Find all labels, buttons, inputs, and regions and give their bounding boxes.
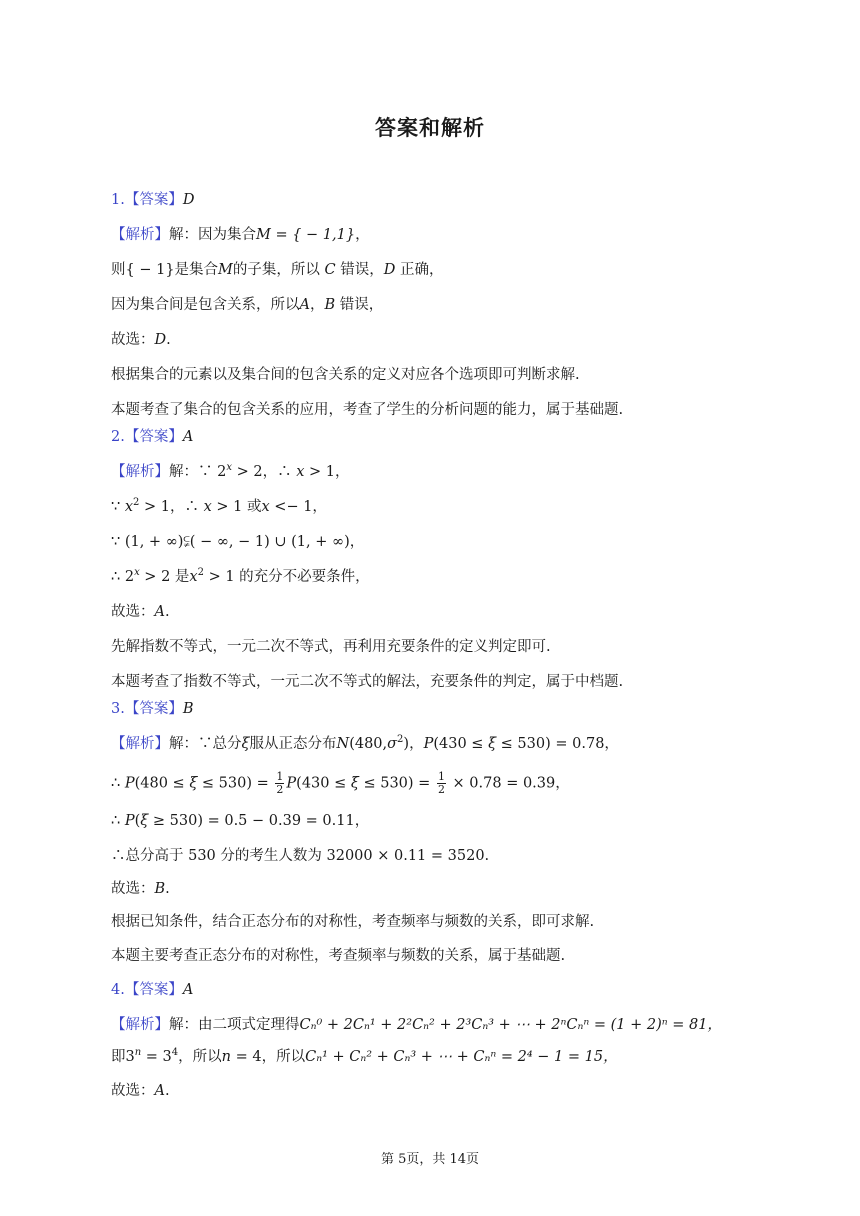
q1-answer-line xyxy=(111,190,751,210)
q3-math: σ xyxy=(387,736,398,752)
q2-analysis-line-4 xyxy=(111,567,751,587)
q3-math: P xyxy=(124,813,135,829)
q1-text: . xyxy=(166,332,171,348)
q4-analysis-label: 【解析】 xyxy=(111,1017,169,1033)
q3-text: ≤ 530) = 0.78， xyxy=(496,736,619,752)
q2-text: > 1，∴ xyxy=(139,499,204,515)
q2-math: x xyxy=(134,567,140,579)
fraction-numerator: 1 xyxy=(437,770,445,783)
q1-text: 的子集，所以 xyxy=(232,262,325,278)
q4-math: 4 xyxy=(171,1047,179,1059)
q3-text: (480 ≤ xyxy=(134,775,190,792)
q3-text: 故选： xyxy=(111,881,155,897)
q3-math: P xyxy=(286,775,297,792)
q2-analysis-line-2 xyxy=(111,497,751,517)
q1-analysis-line-6: 本题考查了集合的包含关系的应用，考查了学生的分析问题的能力，属于基础题. xyxy=(111,402,624,418)
q1-text: 解：因为集合 xyxy=(169,227,256,243)
q2-analysis-line-1 xyxy=(111,462,751,482)
q3-text: ∴ xyxy=(111,775,125,792)
q4-answer-line xyxy=(111,980,751,1000)
q3-analysis-line-6: 根据已知条件，结合正态分布的对称性，考查频率与频数的关系，即可求解. xyxy=(111,914,595,930)
q3-analysis-line-2 xyxy=(111,771,751,796)
q2-text: > 1 或 xyxy=(211,499,262,515)
q2-analysis-label: 【解析】 xyxy=(111,464,169,480)
q4-text: = 3 xyxy=(141,1049,172,1065)
q2-text: ∵ xyxy=(111,499,125,515)
q3-text: × 0.78 = 0.39， xyxy=(447,775,570,792)
q1-analysis-label: 【解析】 xyxy=(111,227,169,243)
q2-text: > 2 是 xyxy=(139,569,190,585)
q2-math: 2 xyxy=(197,567,204,579)
q2-answer: A xyxy=(182,429,194,445)
q1-analysis-line-5: 根据集合的元素以及集合间的包含关系的定义对应各个选项即可判断求解. xyxy=(111,367,580,383)
q2-answer-label: 【答案】 xyxy=(124,429,183,445)
q4-text: = 4，所以 xyxy=(231,1049,306,1065)
q3-text: ≤ 530) = xyxy=(197,775,274,792)
q1-math: D xyxy=(383,262,396,278)
q2-math: 2 xyxy=(133,497,140,509)
q3-text: ( xyxy=(134,813,141,829)
fraction-denominator: 2 xyxy=(437,783,445,796)
q1-analysis-line-4 xyxy=(111,330,751,350)
q4-text: 故选： xyxy=(111,1083,155,1099)
q1-text: 正确， xyxy=(395,262,444,278)
q1-answer: D xyxy=(182,192,195,208)
q3-math: ξ xyxy=(488,736,497,752)
q3-math: B xyxy=(154,881,166,897)
q1-math: M xyxy=(218,262,233,278)
q2-math: x xyxy=(203,499,212,515)
q2-math: A xyxy=(154,604,165,620)
q3-text: ≥ 530) = 0.5 − 0.39 = 0.11， xyxy=(148,813,370,829)
q3-number: 3. xyxy=(111,701,125,717)
q4-text: 即3 xyxy=(111,1049,135,1065)
q4-analysis-line-2 xyxy=(111,1047,751,1067)
q2-math: x xyxy=(226,462,232,474)
q2-analysis-line-6: 先解指数不等式，一元二次不等式，再利用充要条件的定义判定即可. xyxy=(111,639,551,655)
q3-text: 解：∵总分 xyxy=(169,736,242,752)
q3-fraction xyxy=(275,771,284,796)
q4-math: n xyxy=(134,1047,142,1059)
q3-analysis-line-4: ∴总分高于 530 分的考生人数为 32000 × 0.11 = 3520. xyxy=(111,848,490,864)
q2-text: > 1 的充分不必要条件， xyxy=(203,569,370,585)
q3-text: . xyxy=(165,881,170,897)
q3-analysis-label: 【解析】 xyxy=(111,736,169,752)
q4-math: C xyxy=(299,1017,311,1033)
q3-answer: B xyxy=(182,701,194,717)
q1-text: 故选： xyxy=(111,332,155,348)
q4-math: Cₙ¹ + Cₙ² + Cₙ³ + ⋯ + Cₙⁿ = 2⁴ − 1 = 15， xyxy=(305,1049,618,1065)
q3-text: ≤ 530) = xyxy=(358,775,435,792)
q3-math: ξ xyxy=(241,736,250,752)
q4-analysis-line-3 xyxy=(111,1081,751,1101)
q1-math: M = { − 1,1} xyxy=(256,227,356,243)
q1-text: 则{ − 1}是集合 xyxy=(111,262,219,278)
q1-math: C xyxy=(324,262,336,278)
q1-text: ， xyxy=(355,227,370,243)
q4-number: 4. xyxy=(111,982,125,998)
q2-text: . xyxy=(164,604,170,620)
q1-math: D xyxy=(154,332,167,348)
q4-answer-label: 【答案】 xyxy=(124,982,183,998)
q2-analysis-line-3: ∵ (1, + ∞)⫋( − ∞, − 1) ∪ (1, + ∞)， xyxy=(111,534,365,550)
q4-math: ₙ⁰ + 2Cₙ¹ + 2²Cₙ² + 2³Cₙ³ + ⋯ + 2ⁿCₙⁿ = (1 + 2)ⁿ = 81， xyxy=(310,1017,722,1033)
q3-math: 2 xyxy=(397,734,404,746)
q2-math: x xyxy=(296,464,305,480)
q1-analysis-line-3 xyxy=(111,295,751,315)
q3-text: (430 ≤ xyxy=(433,736,489,752)
q2-math: x xyxy=(261,499,270,515)
q4-text: ，所以 xyxy=(178,1049,222,1065)
q3-text: 服从正态分布 xyxy=(249,736,337,752)
q2-text: ∴ 2 xyxy=(111,569,135,585)
page-footer: 第 5页，共 14页 xyxy=(380,1152,480,1167)
q4-text: . xyxy=(164,1083,170,1099)
q2-text: 解：∵ 2 xyxy=(169,464,227,480)
q1-math: B xyxy=(324,297,336,313)
q3-math: ξ xyxy=(350,775,359,792)
q4-answer: A xyxy=(182,982,194,998)
q3-analysis-line-5 xyxy=(111,879,751,899)
q1-math: A xyxy=(299,297,310,313)
q4-analysis-line-1 xyxy=(111,1015,751,1035)
q1-answer-label: 【答案】 xyxy=(124,192,183,208)
q2-text: > 2，∴ xyxy=(231,464,297,480)
fraction-numerator: 1 xyxy=(276,770,284,783)
q2-text: <− 1， xyxy=(269,499,327,515)
fraction-denominator: 2 xyxy=(276,783,284,796)
q3-text: (430 ≤ xyxy=(296,775,351,792)
q2-text: > 1， xyxy=(304,464,350,480)
q2-text: 故选： xyxy=(111,604,155,620)
q3-answer-label: 【答案】 xyxy=(124,701,183,717)
q2-analysis-line-7: 本题考查了指数不等式，一元二次不等式的解法，充要条件的判定，属于中档题. xyxy=(111,674,624,690)
q2-analysis-line-5 xyxy=(111,602,751,622)
q3-answer-line xyxy=(111,699,751,719)
q3-text: )， xyxy=(403,736,424,752)
q2-math: x xyxy=(189,569,198,585)
q1-text: 错误， xyxy=(335,297,384,313)
page-title: 答案和解析 xyxy=(375,116,485,140)
q2-answer-line xyxy=(111,427,751,447)
q1-analysis-line-2 xyxy=(111,260,751,280)
q1-text: 因为集合间是包含关系，所以 xyxy=(111,297,300,313)
q3-math: ξ xyxy=(189,775,198,792)
q3-analysis-line-3 xyxy=(111,811,751,831)
q3-analysis-line-7: 本题主要考查正态分布的对称性，考查频率与频数的关系，属于基础题. xyxy=(111,948,566,964)
q3-analysis-line-1 xyxy=(111,734,751,754)
q3-text: (480, xyxy=(349,736,388,752)
q3-fraction xyxy=(437,771,446,796)
q3-math: ξ xyxy=(140,813,149,829)
q1-number: 1. xyxy=(111,192,125,208)
q3-math: N xyxy=(336,736,350,752)
q3-math: P xyxy=(124,775,135,792)
q1-text: 错误， xyxy=(335,262,384,278)
q4-math: A xyxy=(154,1083,165,1099)
q2-math: x xyxy=(124,499,134,515)
q4-text: 解：由二项式定理得 xyxy=(169,1017,300,1033)
q3-math: P xyxy=(423,736,434,752)
q1-analysis-line-1 xyxy=(111,225,751,245)
q4-math: n xyxy=(221,1049,231,1065)
q2-number: 2. xyxy=(111,429,125,445)
q3-text: ∴ xyxy=(111,813,125,829)
q1-text: ， xyxy=(309,297,325,313)
